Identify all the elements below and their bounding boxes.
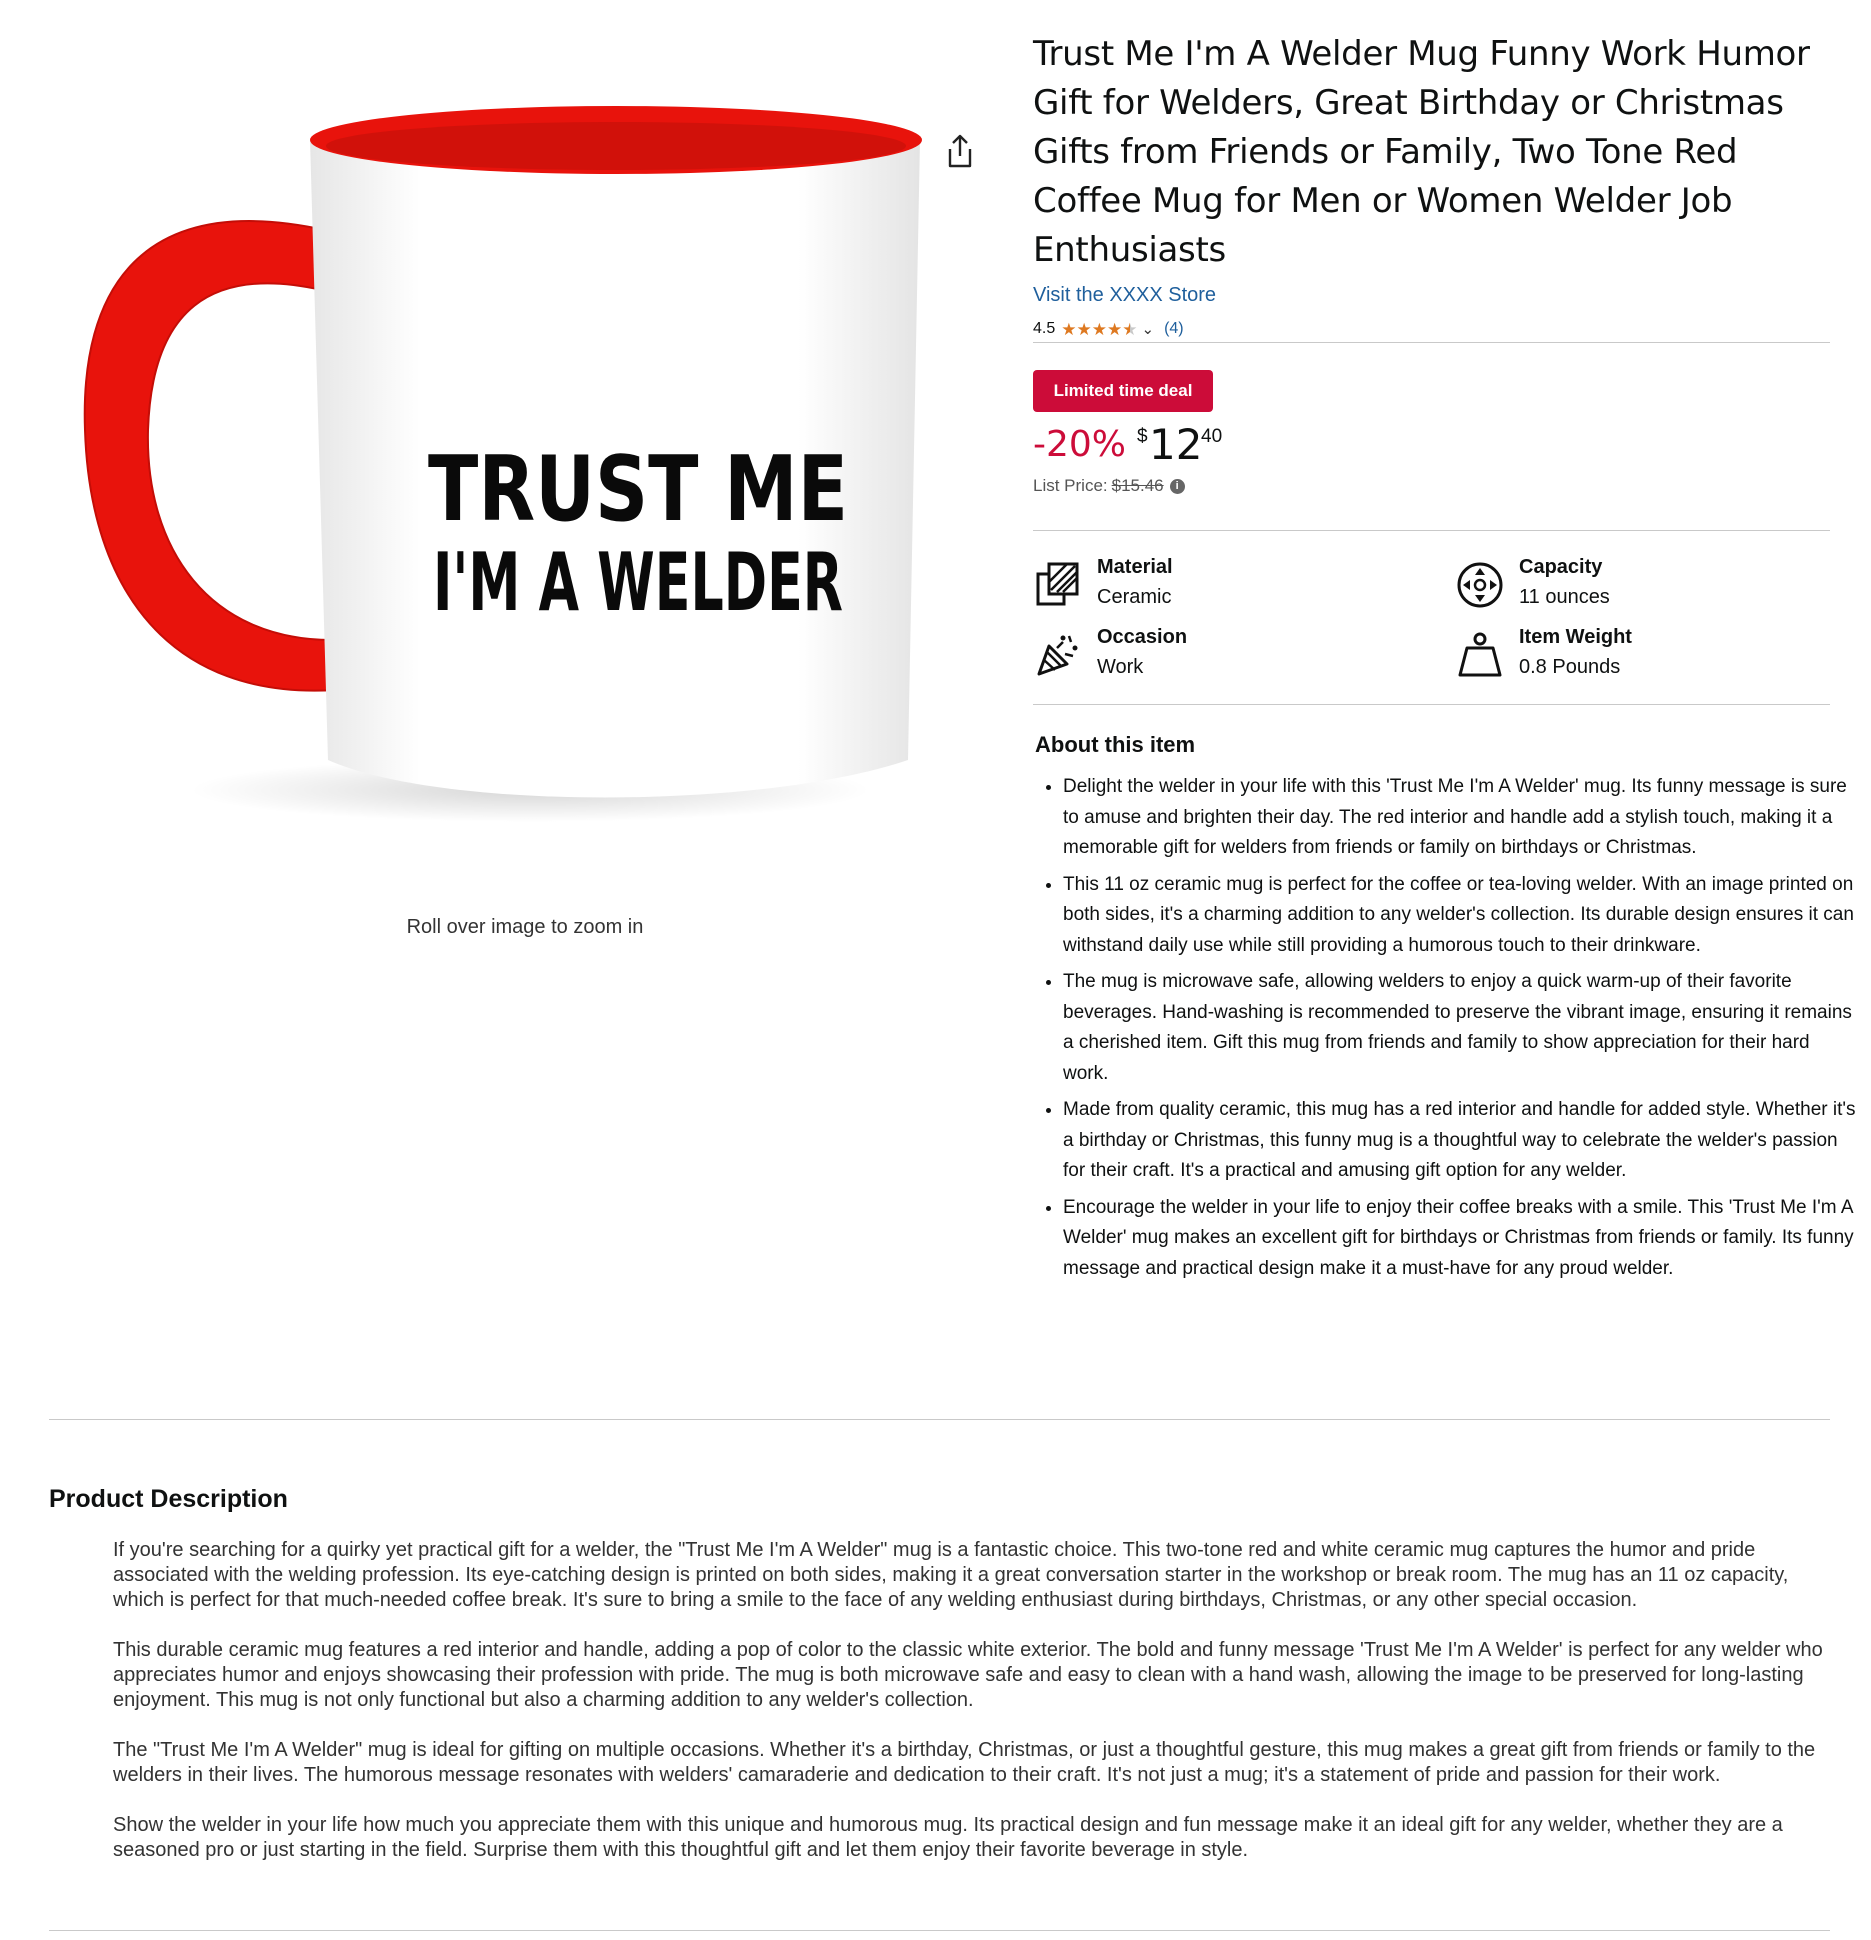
price-currency-symbol: $ [1137,426,1148,447]
description-paragraph: If you're searching for a quirky yet practical gift for a welder, the "Trust Me I'm A Welder" mug is a fantastic choice. This two-tone red and white ceramic mug captures the humor and pride associated with the welding profession. Its eye-catching design is printed on both sides, making it a great conversation starter in the workshop or break room. The mug has an 11 oz capacity, which is perfect for that much-needed coffee break. It's sure to bring a smile to the face of any welding enthusiast during birthdays, Christmas, or any other special occasion. [113,1539,1789,1611]
material-icon [1033,560,1083,610]
mug-rim-inner-shade [326,122,906,170]
spec-value: Ceramic [1097,586,1172,608]
star-icon: ★ [1061,319,1077,339]
info-icon[interactable]: i [1170,479,1185,494]
spec-material [1033,556,1413,620]
spec-label: Capacity [1519,556,1603,578]
weight-icon [1455,630,1505,680]
about-bullet: • Made from quality ceramic, this mug has a red interior and handle for added style. Whether it's a birthday or Christmas, this funny mug is a thoughtful way to celebrate the welder's passion for their craft. It's a practical and amusing gift option for any welder. [1063,1095,1858,1187]
mug-print-line2: I'M A WELDER [433,536,843,629]
star-icon: ★ [1107,319,1123,339]
description-heading: Product Description [49,1485,288,1513]
capacity-icon [1455,560,1505,610]
list-price-value: $15.46 [1111,476,1164,495]
spec-value: 0.8 Pounds [1519,656,1621,678]
store-link[interactable]: Visit the XXXX Store [1033,284,1217,306]
about-bullet: • Delight the welder in your life with this 'Trust Me I'm A Welder' mug. Its funny message is sure to amuse and brighten their day. The red interior and handle add a stylish touch, making it a memorable gift for welders from friends or family on birthdays or Christmas. [1063,772,1858,864]
share-icon[interactable] [942,132,978,172]
description-paragraph: The "Trust Me I'm A Welder" mug is ideal for gifting on multiple occasions. Whether it's a birthday, Christmas, or just a thoughtful gesture, this mug makes a great gift from friends or family to the welders in their lives. The humorous message resonates with welders' camaraderie and dedication to their craft. It's not just a mug; it's a statement of pride and passion for their work. [113,1739,1816,1786]
star-icon: ★ [1091,319,1107,339]
about-bullets [1035,772,1858,1290]
discount-percent: -20% [1033,424,1127,465]
spec-occasion [1033,626,1413,690]
spec-capacity [1455,556,1835,620]
deal-badge: Limited time deal [1033,370,1213,412]
mug-print-line1: TRUST ME [428,437,848,542]
divider [1033,704,1830,705]
rating-value: 4.5 [1033,320,1056,337]
divider [49,1419,1830,1420]
list-price-row [1033,476,1185,496]
occasion-icon [1033,630,1083,680]
rating-row[interactable] [1033,318,1184,340]
mug-handle [85,221,335,691]
divider [1033,342,1830,343]
price-fraction: 40 [1201,426,1223,447]
spec-label: Occasion [1097,626,1188,648]
spec-label: Material [1097,556,1173,578]
half-star-icon: ★ [1122,319,1138,339]
description-body [113,1538,1833,1888]
chevron-down-icon[interactable]: ⌄ [1141,321,1155,338]
spec-value: 11 ounces [1519,586,1610,608]
spec-value: Work [1097,656,1144,678]
product-title: Trust Me I'm A Welder Mug Funny Work Humor Gift for Welders, Great Birthday or Christmas Gifts from Friends or Family, Two Tone Red Coffee Mug for Men or Women Welder Job Enthusiasts [1033,34,1810,270]
description-paragraph: This durable ceramic mug features a red interior and handle, adding a pop of color to the classic white exterior. The bold and funny message 'Trust Me I'm A Welder' is perfect for any welder who appreciates humor and enjoys showcasing their profession with pride. The mug is both microwave safe and easy to clean with a hand wash, allowing the image to be preserved for long-lasting enjoyment. This mug is not only functional but also a charming addition to any welder's collection. [113,1639,1823,1711]
about-bullet: • Encourage the welder in your life to enjoy their coffee breaks with a smile. This 'Trust Me I'm A Welder' mug makes an excellent gift for birthdays or Christmas from friends or family. Its funny message and practical design make it a must-have for any proud welder. [1063,1193,1858,1285]
rating-count-link[interactable]: (4) [1164,320,1184,337]
about-heading: About this item [1035,732,1196,757]
divider [1033,530,1830,531]
about-bullet: • The mug is microwave safe, allowing welders to enjoy a quick warm-up of their favorite beverages. Hand-washing is recommended to preserve the vibrant image, ensuring it remains a cherished item. Gift this mug from friends and family to show appreciation for their hard work. [1063,967,1858,1089]
about-bullet: • This 11 oz ceramic mug is perfect for the coffee or tea-loving welder. With an image printed on both sides, it's a charming addition to any welder's collection. Its durable design ensures it can withstand daily use while still providing a humorous touch to their drinkware. [1063,870,1858,962]
description-paragraph: Show the welder in your life how much you appreciate them with this unique and humorous mug. Its practical design and fun message make it an ideal gift for any welder, whether they are a seasoned pro or just starting in the field. Surprise them with this thoughtful gift and let them enjoy their favorite beverage in style. [113,1814,1783,1861]
spec-item-weight [1455,626,1835,690]
list-price-label: List Price: [1033,476,1108,495]
product-image-mug[interactable] [60,70,920,870]
divider [49,1930,1830,1931]
zoom-hint: Roll over image to zoom in [406,916,644,938]
star-icon: ★ [1076,319,1092,339]
spec-label: Item Weight [1519,626,1632,648]
product-image-block[interactable] [40,40,940,938]
price-whole: 12 [1149,420,1203,469]
